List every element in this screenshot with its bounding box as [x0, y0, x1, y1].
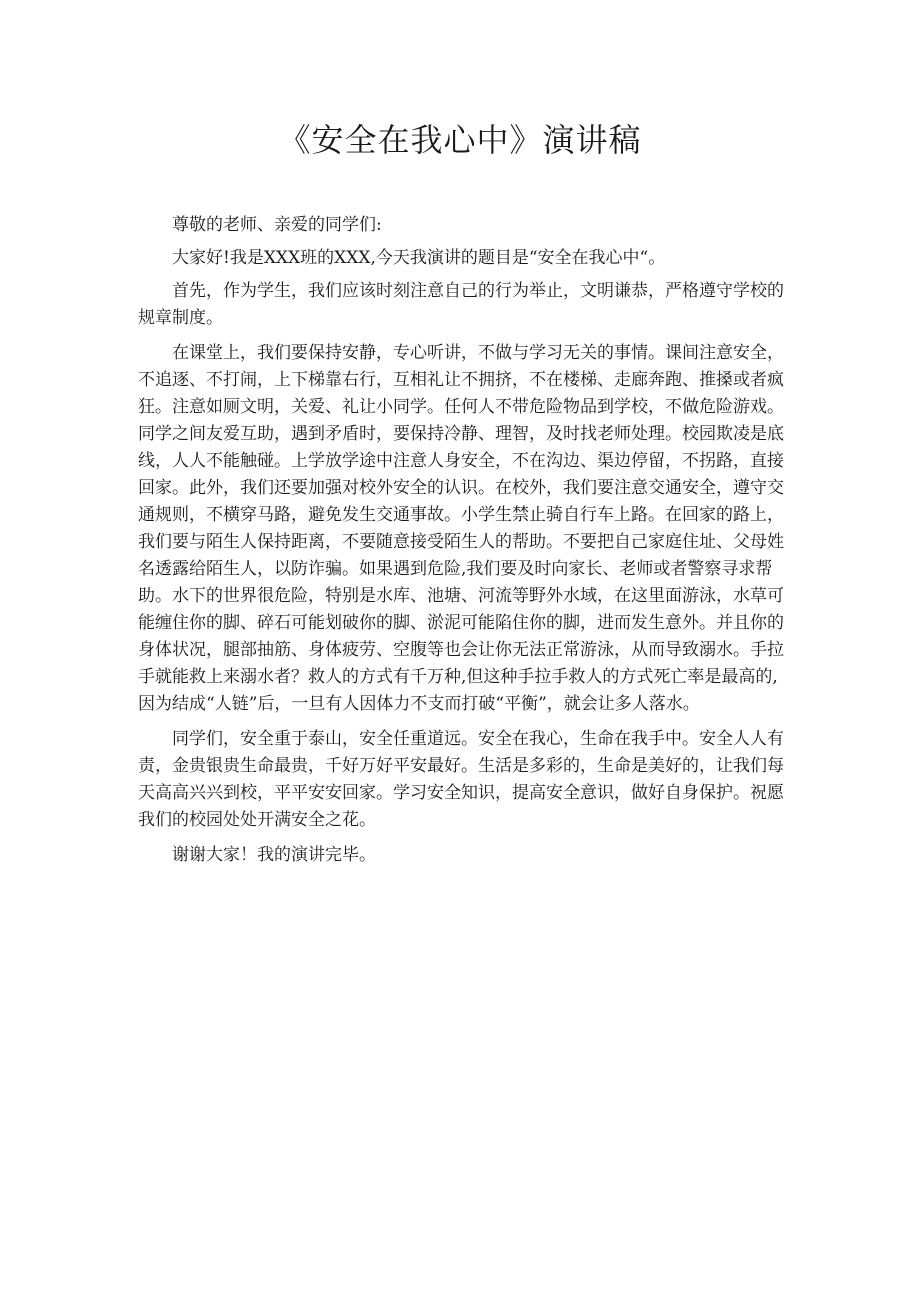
paragraph-conclusion: 同学们，安全重于泰山，安全任重道远。安全在我心，生命在我手中。安全人人有责，金贵银贵生命最贵，千好万好平安最好。生活是多彩的，生命是美好的，让我们每天高高兴兴到校，平平安安回家。学习安全知识，提高安全意识，做好自身保护。祝愿我们的校园处处开满安全之花。 — [138, 729, 784, 830]
document-body — [138, 212, 792, 877]
salutation: 尊敬的老师、亲爱的同学们: — [172, 215, 382, 235]
intro-paragraph: 大家好!我是XXX班的XXX,今天我演讲的题目是“安全在我心中“。 — [172, 248, 666, 268]
paragraph-student-conduct: 首先，作为学生，我们应该时刻注意自己的行为举止，文明谦恭，严格遵守学校的规章制度。 — [138, 281, 784, 328]
document-title: 《安全在我心中》演讲稿 — [278, 121, 642, 159]
paragraph-safety-details: 在课堂上，我们要保持安静，专心听讲，不做与学习无关的事情。课间注意安全，不追逐、不打闹，上下梯靠右行，互相礼让不拥挤，不在楼梯、走廊奔跑、推搡或者疯狂。注意如厕文明，关爱、礼让小同学。任何人不带危险物品到学校，不做危险游戏。同学之间友爱互助，遇到矛盾时，要保持冷静、理智，及时找老师处理。校园欺凌是底线，人人不能触碰。上学放学途中注意人身安全，不在沟边、渠边停留，不拐路，直接回家。此外，我们还要加强对校外安全的认识。在校外，我们要注意交通安全，遵守交通规则，不横穿马路，避免发生交通事故。小学生禁止骑自行车上路。在回家的路上，我们要与陌生人保持距离，不要随意接受陌生人的帮助。不要把自己家庭住址、父母姓名透露给陌生人，以防诈骗。如果遇到危险,我们要及时向家长、老师或者警察寻求帮助。水下的世界很危险，特别是水库、池塘、河流等野外水域，在这里面游泳，水草可能缠住你的脚、碎石可能划破你的脚、淤泥可能陷住你的脚，进而发生意外。并且你的身体状况，腿部抽筋、身体疲劳、空腹等也会让你无法正常游泳，从而导致溺水。手拉手就能救上来溺水者？救人的方式有千万种,但这种手拉手救人的方式死亡率是最高的,因为结成“人链”后，一旦有人因体力不支而打破“平衡”，就会让多人落水。 — [138, 343, 784, 714]
closing-line: 谢谢大家！我的演讲完毕。 — [172, 845, 376, 865]
